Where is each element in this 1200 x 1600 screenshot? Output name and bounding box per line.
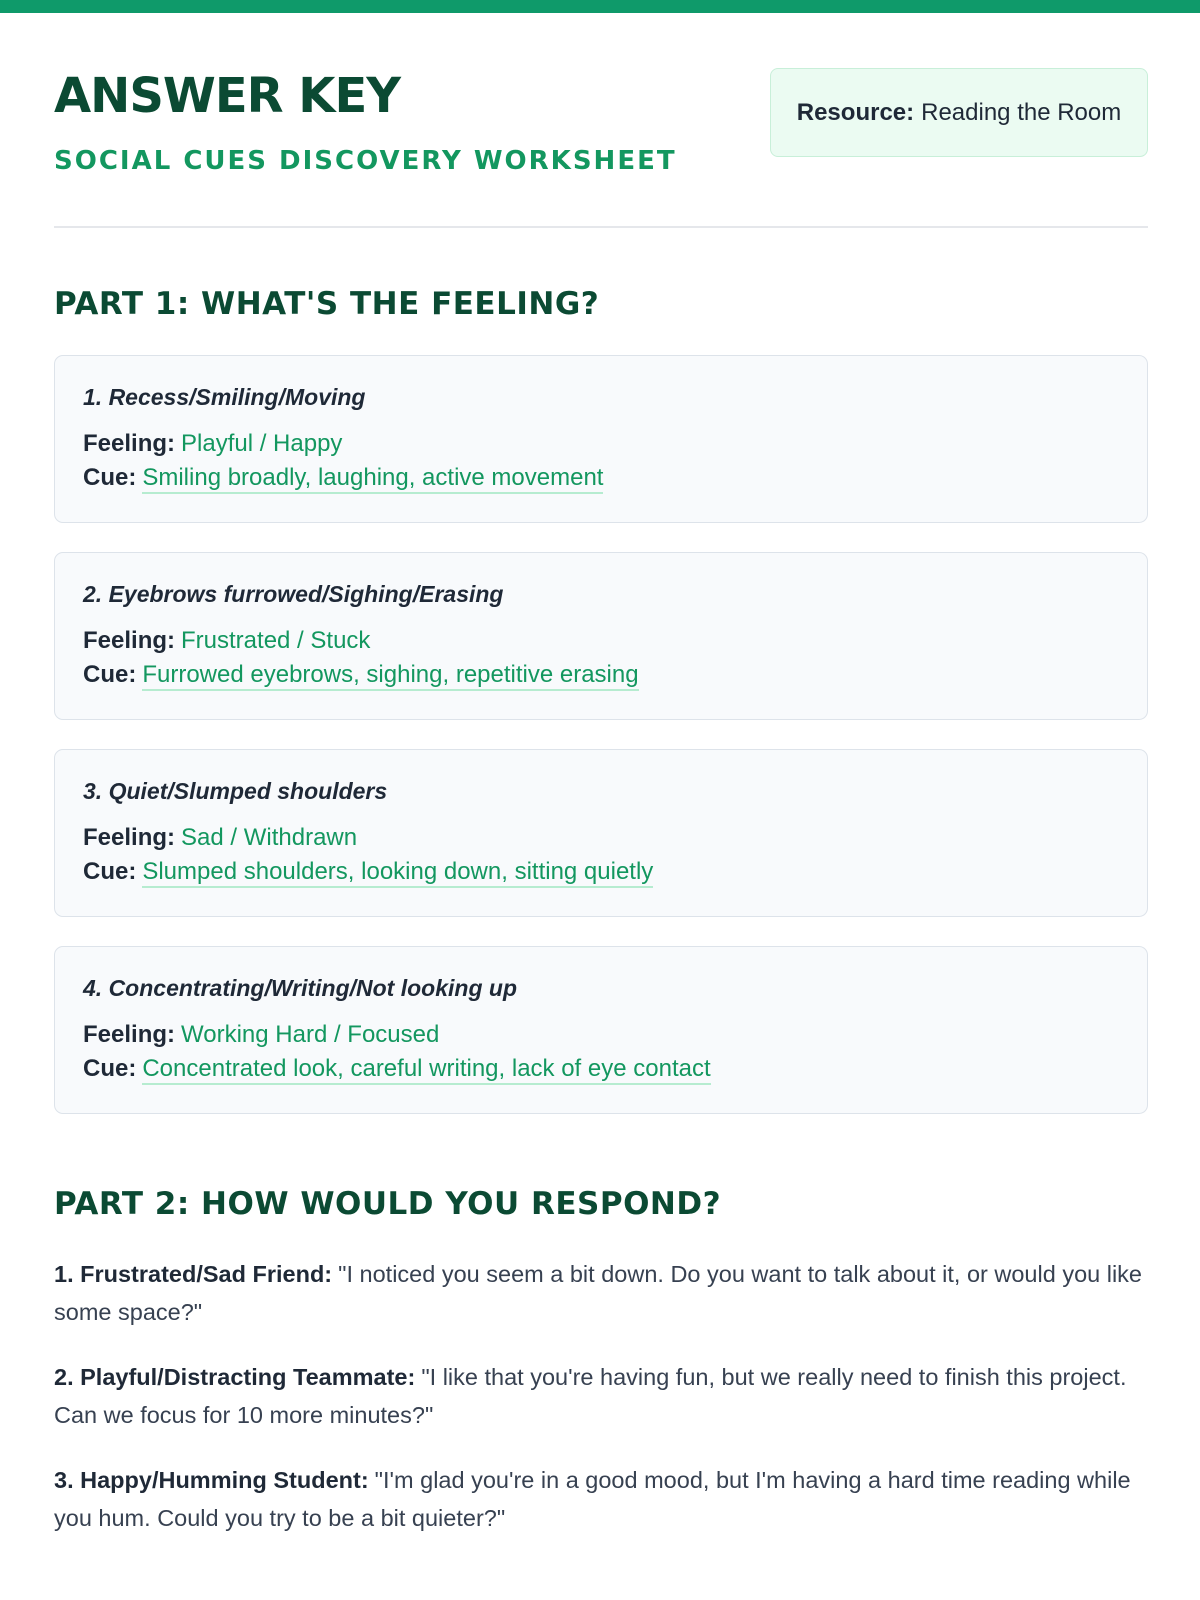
feeling-label: Feeling:	[83, 1021, 176, 1048]
response-label: 1. Frustrated/Sad Friend:	[54, 1261, 333, 1287]
cue-value: Slumped shoulders, looking down, sitting quietly	[142, 858, 653, 888]
feeling-value: Frustrated / Stuck	[181, 627, 371, 654]
response-text: "I noticed you seem a bit down. Do you want to talk about it, or would you like some space?"	[54, 1261, 1143, 1325]
response-label: 3. Happy/Humming Student:	[54, 1467, 369, 1493]
feeling-label: Feeling:	[83, 627, 176, 654]
cue-label: Cue:	[83, 661, 137, 688]
response-item	[54, 1358, 1148, 1434]
response-text: "I'm glad you're in a good mood, but I'm having a hard time reading while you hum. Could you try to be a bit quieter?"	[54, 1467, 1131, 1531]
cue-value: Concentrated look, careful writing, lack of eye contact	[142, 1055, 710, 1085]
cue-value: Furrowed eyebrows, sighing, repetitive erasing	[142, 661, 638, 691]
feeling-card	[54, 355, 1148, 523]
part1-title: PART 1: WHAT'S THE FEELING?	[54, 286, 600, 322]
card-title: 4. Concentrating/Writing/Not looking up	[83, 975, 517, 1001]
page-subtitle: SOCIAL CUES DISCOVERY WORKSHEET	[54, 146, 677, 176]
header-divider	[54, 226, 1148, 228]
response-item	[54, 1461, 1148, 1537]
feeling-value: Working Hard / Focused	[181, 1021, 440, 1048]
feeling-card	[54, 946, 1148, 1114]
feeling-label: Feeling:	[83, 824, 176, 851]
cue-label: Cue:	[83, 464, 137, 491]
cue-value: Smiling broadly, laughing, active movement	[142, 464, 603, 494]
feeling-label: Feeling:	[83, 430, 176, 457]
header	[54, 66, 1148, 226]
cue-label: Cue:	[83, 1055, 137, 1082]
card-title: 1. Recess/Smiling/Moving	[83, 384, 366, 410]
resource-box	[770, 68, 1148, 157]
feeling-card	[54, 749, 1148, 917]
feeling-value: Sad / Withdrawn	[181, 824, 358, 851]
feeling-value: Playful / Happy	[181, 430, 343, 457]
resource-value: Reading the Room	[921, 98, 1122, 126]
response-item	[54, 1255, 1148, 1331]
page-title: ANSWER KEY	[54, 68, 401, 124]
cue-label: Cue:	[83, 858, 137, 885]
response-text: "I like that you're having fun, but we really need to finish this project. Can we focus for 10 more minutes?"	[54, 1364, 1127, 1428]
feeling-card	[54, 552, 1148, 720]
resource-label: Resource:	[796, 98, 915, 126]
response-label: 2. Playful/Distracting Teammate:	[54, 1364, 416, 1390]
top-accent-bar	[0, 0, 1200, 13]
card-title: 2. Eyebrows furrowed/Sighing/Erasing	[83, 581, 504, 607]
part2-title: PART 2: HOW WOULD YOU RESPOND?	[54, 1186, 722, 1222]
card-title: 3. Quiet/Slumped shoulders	[83, 778, 388, 804]
